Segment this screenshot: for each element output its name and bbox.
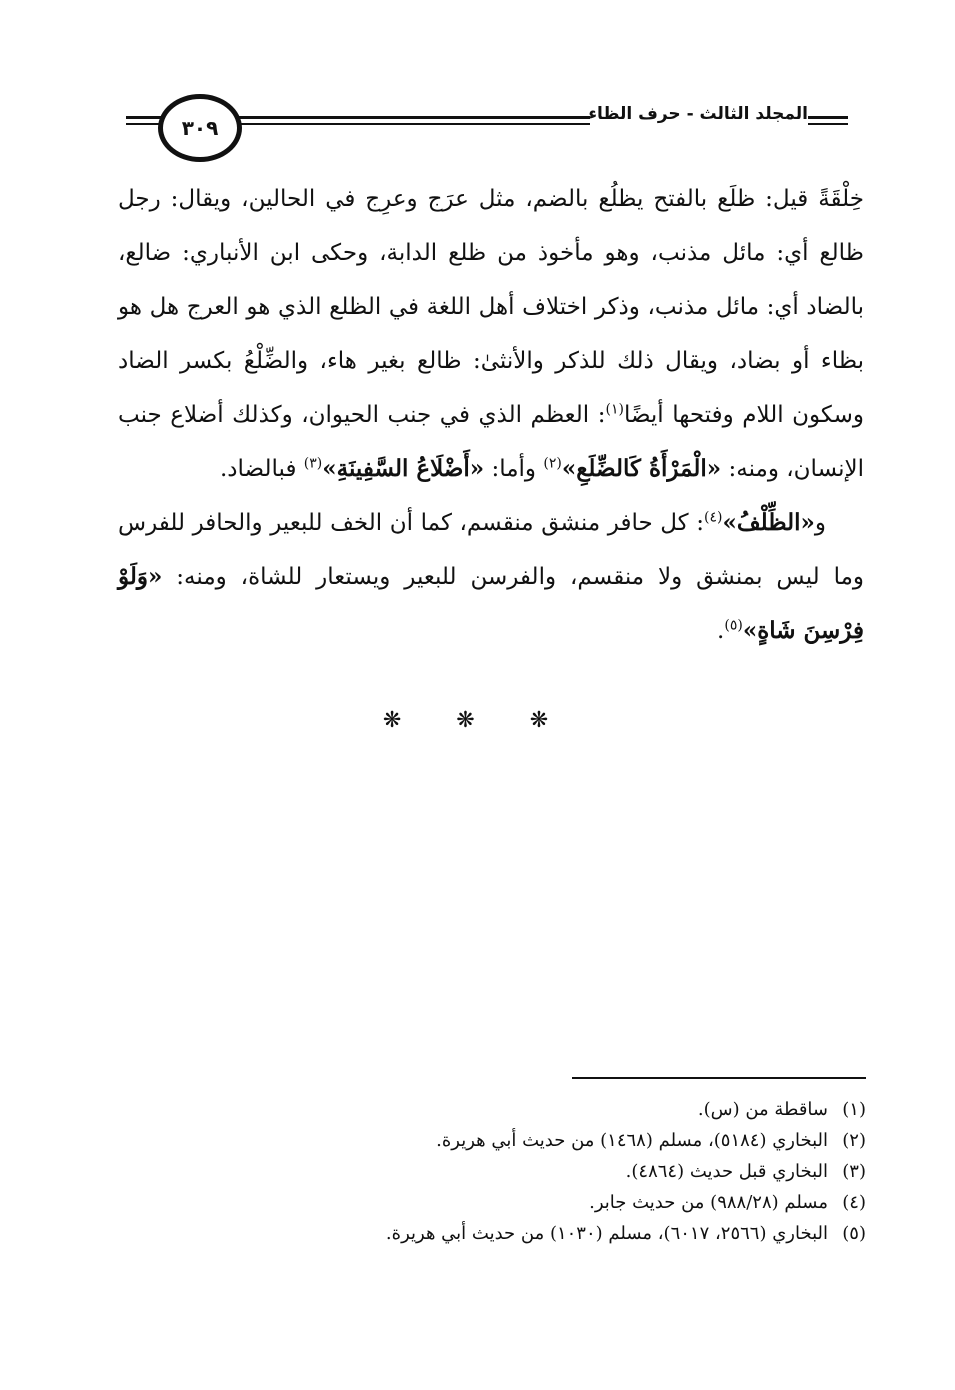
footnote-ref-4[interactable]: (٤) bbox=[703, 509, 723, 526]
footnote-number: (٣) bbox=[842, 1161, 866, 1182]
quote-woman-rib: «الْمَرْأَةُ كَالضِّلَعِ» bbox=[561, 455, 722, 482]
quote-ship-ribs: «أَضْلَاعُ السَّفِينَةِ» bbox=[322, 455, 485, 482]
paragraph-2 bbox=[118, 496, 864, 658]
footnote-ref-1[interactable]: (١) bbox=[605, 401, 624, 418]
footnote-text: ساقطة من (س). bbox=[697, 1099, 828, 1120]
paragraph-2-text-1: و bbox=[814, 510, 826, 536]
header-rule-middle bbox=[232, 116, 590, 125]
paragraph-2-text-2: : كل حافر منشق منقسم، كما أن الخف للبعير والحافر للفرس وما ليس بمنشق ولا منقسم، والفرسن للبعير ويستعار للشاة، ومنه: bbox=[118, 510, 865, 590]
running-title: المجلد الثالث - حرف الظاء bbox=[588, 104, 808, 124]
footnote-3 bbox=[200, 1156, 866, 1187]
paragraph-1-text-1: خِلْقَةً قيل: ظلَع بالفتح يظلُع بالضم، مثل عرَج وعرِج في الحالين، ويقال: رجل ظالع أي: مائل مذنب، وهو مأخوذ من ظلع الدابة، وحكى ابن الأنباري: ضالع، بالضاد أي: مائل مذنب، وذكر اختلاف أهل اللغة في الظلع الذي هو العرج هل هو بظاء أو بضاد، ويقال ذلك للذكر والأنثىٰ: ظالع بغير هاء، والضِّلْعُ بكسر الضاد وسكون اللام وفتحها أيضًا bbox=[118, 186, 864, 428]
footnote-1 bbox=[200, 1094, 866, 1125]
footnote-number: (٤) bbox=[842, 1192, 866, 1213]
quote-sheep-hoof: «وَلَوْ فِرْسِنَ شَاةٍ» bbox=[118, 563, 864, 644]
footnote-text: البخاري قبل حديث (٤٨٦٤). bbox=[625, 1161, 828, 1182]
page-header bbox=[0, 90, 955, 170]
footnote-text: البخاري (٥١٨٤)، مسلم (١٤٦٨) من حديث أبي هريرة. bbox=[436, 1130, 828, 1151]
footnote-5 bbox=[200, 1218, 866, 1249]
footnote-text: البخاري (٢٥٦٦، ٦٠١٧)، مسلم (١٠٣٠) من حديث أبي هريرة. bbox=[385, 1223, 828, 1244]
footnote-text: مسلم (٩٨٨/٢٨) من حديث جابر. bbox=[589, 1192, 828, 1213]
footnote-number: (١) bbox=[842, 1099, 866, 1120]
footnote-divider bbox=[572, 1077, 866, 1079]
footnote-ref-5[interactable]: (٥) bbox=[724, 617, 743, 634]
page-number: ٣٠٩ bbox=[181, 116, 219, 140]
paragraph-1-text-4: فبالضاد. bbox=[220, 456, 297, 482]
page-number-badge bbox=[158, 94, 242, 162]
paragraph-2-text-3: . bbox=[717, 618, 725, 644]
footnote-number: (٥) bbox=[842, 1223, 866, 1244]
header-rule-right bbox=[808, 116, 848, 125]
footnote-4 bbox=[200, 1187, 866, 1218]
footnotes bbox=[200, 1094, 866, 1249]
footnote-ref-3[interactable]: (٣) bbox=[303, 455, 323, 472]
paragraph-1-text-2: : العظم الذي في جنب الحيوان، وكذلك أضلاع جنب الإنسان، ومنه: bbox=[118, 402, 864, 482]
footnote-number: (٢) bbox=[842, 1130, 866, 1151]
footnote-2 bbox=[200, 1125, 866, 1156]
paragraph-1-text-3: وأما: bbox=[491, 456, 537, 482]
quote-hoof: «الظِّلْفُ» bbox=[722, 509, 815, 536]
main-text bbox=[118, 172, 864, 658]
paragraph-1 bbox=[118, 172, 864, 496]
footnote-ref-2[interactable]: (٢) bbox=[543, 455, 562, 472]
section-separator: ❋ ❋ ❋ bbox=[382, 708, 573, 733]
